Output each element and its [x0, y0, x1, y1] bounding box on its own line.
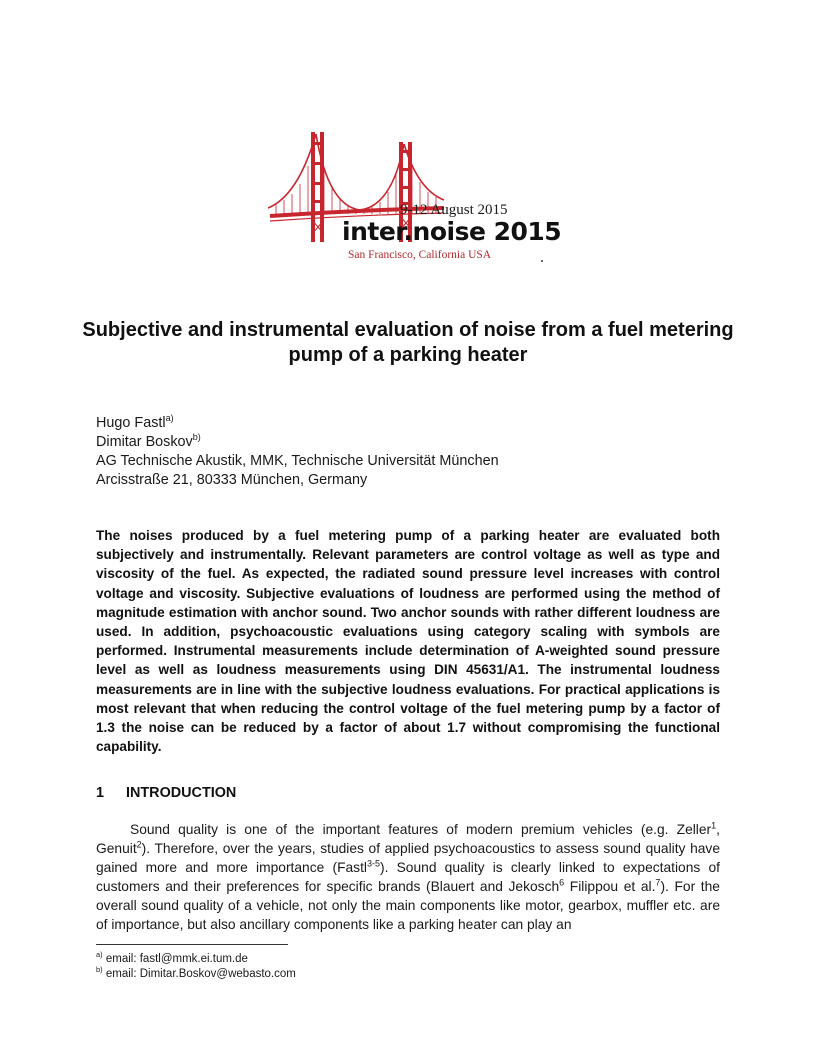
intro-text: ). Sound quality is clearly linked to expectations of customers and their preferences for specific brands (Blauert and Jekosch — [96, 860, 720, 894]
author-mark: b) — [192, 432, 201, 443]
citation-ref: 7 — [655, 877, 661, 888]
citation-ref: 6 — [559, 877, 565, 888]
footnote-a — [96, 952, 296, 967]
citation-ref: 1 — [711, 820, 717, 831]
affiliation-line-1: AG Technische Akustik, MMK, Technische Universität München — [96, 453, 499, 469]
footnote-text: email: Dimitar.Boskov@webasto.com — [102, 968, 296, 980]
author-name: Hugo Fastl — [96, 415, 166, 431]
author-2 — [96, 433, 736, 452]
section-heading — [96, 785, 236, 801]
intro-text: ). For the overall sound quality of a vehicle, not only the main components like motor, gearbox, muffler etc. are of importance, but also ancillary components like a parking heater can play an — [96, 879, 720, 932]
author-1 — [96, 414, 736, 433]
author-block — [96, 414, 736, 490]
footnote-mark: a) — [96, 950, 103, 960]
conference-place: San Francisco, California USA — [348, 249, 492, 261]
intro-text: Sound quality is one of the important features of modern premium vehicles (e.g. Zeller — [130, 822, 712, 837]
abstract: The noises produced by a fuel metering pump of a parking heater are evaluated both subjectively and instrumentally. Relevant parameters are control voltage as well as type and viscosity of the fuel. As expected, the radiated sound pressure level increases with control voltage and viscosity. Subjective evaluations of loudness are performed using the method of magnitude estimation with anchor sound. Two anchor sounds with rather different loudness are used. In addition, psychoacoustic evaluations using category scaling with symbols are performed. Instrumental measurements include determination of A-weighted sound pressure level as well as loudness measurements using DIN 45631/A1. The instrumental loudness measurements are in line with the subjective loudness evaluations. For practical applications is most relevant that when reducing the control voltage of the fuel metering pump by a factor of 1.3 the noise can be reduced by a factor of about 1.7 without compromising the functional capability. — [96, 528, 720, 755]
intro-paragraph — [96, 820, 720, 934]
footnote-text: email: fastl@mmk.ei.tum.de — [102, 953, 248, 965]
author-mark: a) — [165, 413, 174, 424]
author-name: Dimitar Boskov — [96, 434, 193, 450]
footnotes — [96, 952, 296, 982]
affiliation-line-2: Arcisstraße 21, 80333 München, Germany — [96, 472, 368, 488]
paper-title: Subjective and instrumental evaluation of noise from a fuel metering pump of a parking heater — [82, 319, 734, 366]
section-number: 1 — [96, 785, 105, 801]
footnote-mark: b) — [96, 965, 103, 975]
intro-text: , Genuit — [96, 822, 720, 856]
citation-ref: 2 — [136, 839, 142, 850]
conference-logo — [268, 130, 562, 270]
section-title: INTRODUCTION — [126, 785, 237, 801]
conference-date: 9-12 August 2015 — [400, 202, 508, 218]
conference-name: inter.noise 2015 — [342, 217, 562, 246]
intro-text: ). Therefore, over the years, studies of applied psychoacoustics to assess sound quality have gained more and more importance (Fastl — [96, 841, 720, 875]
citation-ref: 3-5 — [366, 858, 380, 869]
footnote-divider — [96, 944, 288, 945]
footnote-b — [96, 967, 296, 982]
intro-text: Filippou et al. — [564, 879, 656, 894]
